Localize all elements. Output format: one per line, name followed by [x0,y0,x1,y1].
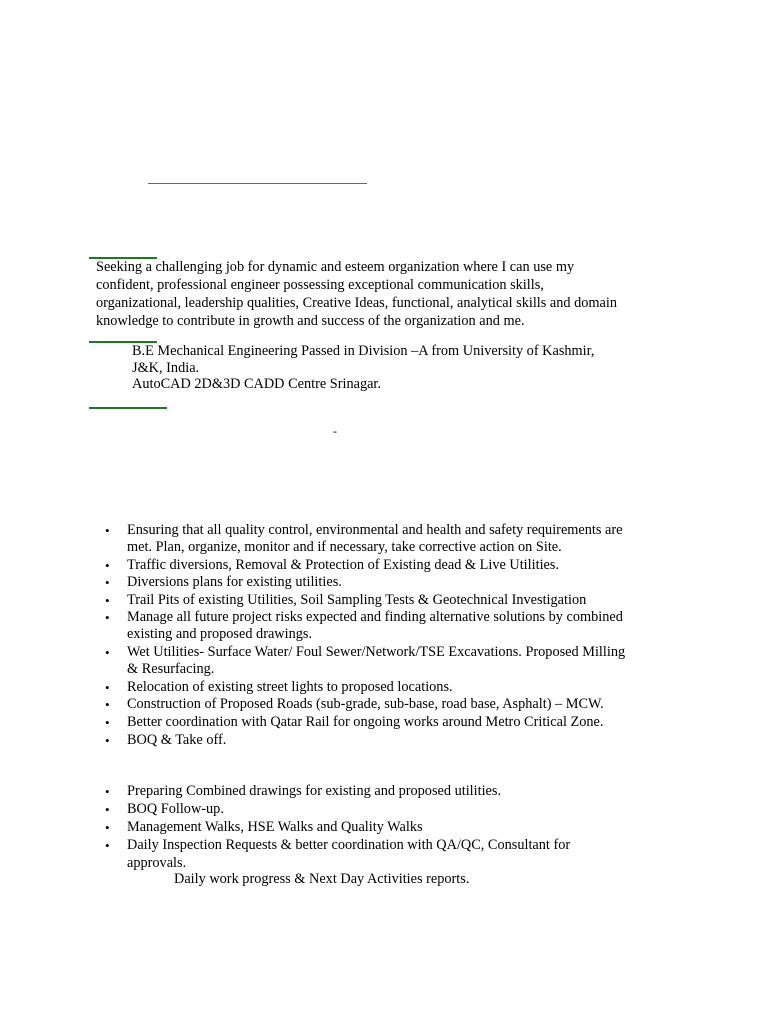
email-link-underline[interactable] [148,183,367,184]
objective-line: organizational, leadership qualities, Creative Ideas, functional, analytical skills and domain [96,295,618,311]
bullet-icon: • [105,680,110,695]
education-line: AutoCAD 2D&3D CADD Centre Srinagar. [132,376,381,392]
list-item-line: Better coordination with Qatar Rail for ongoing works around Metro Critical Zone. [127,714,604,730]
bullet-icon: • [105,820,110,835]
list-item-line: existing and proposed drawings. [127,626,313,642]
list-item-line: Relocation of existing street lights to proposed locations. [127,679,453,695]
list-item-line: Traffic diversions, Removal & Protection of Existing dead & Live Utilities. [127,557,560,573]
bullet-icon: • [105,697,110,712]
list-item-line: Trail Pits of existing Utilities, Soil Sampling Tests & Geotechnical Investigation [127,592,587,608]
education-line: B.E Mechanical Engineering Passed in Division –A from University of Kashmir, [132,343,595,359]
bullet-icon: • [105,802,110,817]
bullet-icon: • [105,610,110,625]
objective-line: knowledge to contribute in growth and success of the organization and me. [96,313,525,329]
list-item-line: Management Walks, HSE Walks and Quality Walks [127,819,423,835]
list-item-line: Construction of Proposed Roads (sub-grade, sub-base, road base, Asphalt) – MCW. [127,696,604,712]
objective-line: Seeking a challenging job for dynamic and esteem organization where I can use my [96,259,575,275]
list-item-line: approvals. [127,855,187,871]
bullet-icon: • [105,593,110,608]
trailing-line: Daily work progress & Next Day Activities reports. [174,871,470,887]
bullet-icon: • [105,838,110,853]
list-item-line: Manage all future project risks expected and finding alternative solutions by combined [127,609,623,625]
list-item-line: met. Plan, organize, monitor and if necessary, take corrective action on Site. [127,539,562,555]
list-item-line: BOQ Follow-up. [127,801,224,817]
list-item-line: Diversions plans for existing utilities. [127,574,342,590]
separator-dash: - [333,424,337,438]
bullet-icon: • [105,523,110,538]
bullet-icon: • [105,558,110,573]
list-item-line: & Resurfacing. [127,661,215,677]
bullet-icon: • [105,784,110,799]
list-item-line: Wet Utilities- Surface Water/ Foul Sewer/Network/TSE Excavations. Proposed Milling [127,644,626,660]
list-item-line: BOQ & Take off. [127,732,227,748]
bullet-icon: • [105,733,110,748]
bullet-icon: • [105,715,110,730]
objective-line: confident, professional engineer possessing exceptional communication skills, [96,277,544,293]
list-item-line: Preparing Combined drawings for existing and proposed utilities. [127,783,502,799]
list-item-line: Ensuring that all quality control, environmental and health and safety requirements are [127,522,623,538]
experience-section-rule [89,407,167,409]
list-item-line: Daily Inspection Requests & better coordination with QA/QC, Consultant for [127,837,571,853]
education-line: J&K, India. [132,360,200,376]
bullet-icon: • [105,645,110,660]
bullet-icon: • [105,575,110,590]
